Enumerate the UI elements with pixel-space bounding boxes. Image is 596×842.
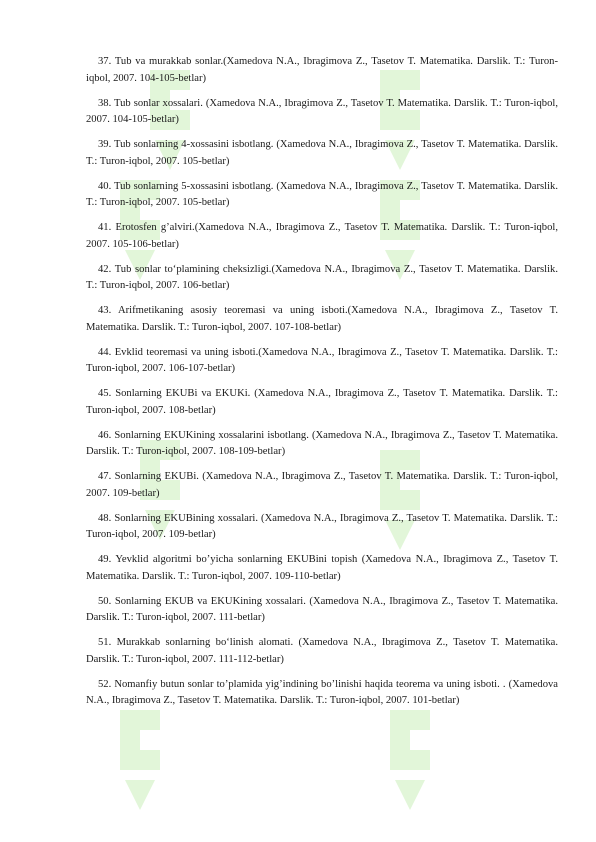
list-item — [86, 635, 558, 668]
item-number: 46. — [98, 429, 112, 441]
list-item — [86, 511, 558, 544]
list-item — [86, 54, 558, 87]
logo-watermark-icon — [100, 700, 180, 820]
item-text: Yevklid algoritmi bo’yicha sonlarning EKUBini topish (Xamedova N.A., Ibragimova Z., Tasetov T. Matematika. Darslik. T.: Turon-iqbol, 2007. 109-110-betlar) — [86, 554, 559, 582]
item-text: Sonlarning EKUBining xossalari. (Xamedova N.A., Ibragimova Z., Tasetov T. Matematika. Darslik. T.: Turon-iqbol, 2007. 109-betlar) — [86, 512, 558, 540]
list-item — [86, 677, 558, 710]
item-number: 44. — [98, 346, 112, 358]
list-item — [86, 137, 558, 170]
item-number: 52. — [98, 678, 112, 690]
item-number: 49. — [98, 554, 112, 565]
item-number: 47. — [98, 471, 112, 482]
item-number: 42. — [98, 263, 112, 275]
list-item — [86, 262, 558, 295]
question-list — [86, 54, 558, 718]
list-item — [86, 179, 558, 212]
list-item — [86, 552, 558, 585]
item-number: 39. — [98, 139, 112, 150]
item-number: 50. — [98, 595, 112, 607]
list-item — [86, 220, 558, 253]
list-item — [86, 428, 558, 461]
item-text: Tub sonlarning 5-xossasini isbotlang. (Xamedova N.A., Ibragimova Z., Tasetov T. Matematika. Darslik. T.: Turon-iqbol, 2007. 105-betlar) — [86, 180, 558, 208]
item-text: Tub va murakkab sonlar.(Xamedova N.A., Ibragimova Z., Tasetov T. Matematika. Darslik. T.: Turon-iqbol, 2007. 104-105-betlar) — [86, 56, 558, 84]
item-text: Erotosfen g’alviri.(Xamedova N.A., Ibragimova Z., Tasetov T. Matematika. Darslik. T.: Turon-iqbol, 2007. 105-106-betlar) — [86, 222, 558, 250]
item-number: 48. — [98, 512, 112, 524]
item-number: 51. — [98, 637, 112, 648]
item-text: Nomanfiy butun sonlar to’plamida yig’indining bo’linishi haqida teorema va uning isboti. . (Xamedova N.A., Ibragimova Z., Tasetov T. Matematika. Darslik. T.: Turon-iqbol, 2007. 101-betlar) — [86, 678, 558, 706]
item-number: 43. — [98, 305, 112, 316]
list-item — [86, 594, 558, 627]
item-text: Tub sonlar xossalari. (Xamedova N.A., Ibragimova Z., Tasetov T. Matematika. Darslik. T.: Turon-iqbol, 2007. 104-105-betlar) — [86, 97, 558, 125]
list-item — [86, 469, 558, 502]
item-text: Arifmetikaning asosiy teoremasi va uning isboti.(Xamedova N.A., Ibragimova Z., Tasetov T. Matematika. Darslik. T.: Turon-iqbol, 2007. 107-108-betlar) — [86, 305, 558, 333]
item-number: 38. — [98, 97, 112, 109]
item-number: 45. — [98, 388, 112, 399]
item-number: 40. — [98, 180, 112, 192]
item-text: Sonlarning EKUB va EKUKining xossalari. (Xamedova N.A., Ibragimova Z., Tasetov T. Matematika. Darslik. T.: Turon-iqbol, 2007. 111-betlar) — [86, 595, 558, 623]
item-text: Sonlarning EKUBi. (Xamedova N.A., Ibragimova Z., Tasetov T. Matematika. Darslik. T.: Turon-iqbol, 2007. 109-betlar) — [86, 471, 558, 499]
list-item — [86, 386, 558, 419]
list-item — [86, 345, 558, 378]
item-text: Evklid teoremasi va uning isboti.(Xamedova N.A., Ibragimova Z., Tasetov T. Matematika. Darslik. T.: Turon-iqbol, 2007. 106-107-betlar) — [86, 346, 558, 374]
logo-watermark-icon — [370, 700, 450, 820]
item-text: Sonlarning EKUKining xossalarini isbotlang. (Xamedova N.A., Ibragimova Z., Tasetov T. Matematika. Darslik. T.: Turon-iqbol, 2007. 108-109-betlar) — [86, 429, 559, 457]
item-text: Murakkab sonlarning bo‘linish alomati. (Xamedova N.A., Ibragimova Z., Tasetov T. Matematika. Darslik. T.: Turon-iqbol, 2007. 111-112-betlar) — [86, 637, 558, 665]
item-text: Tub sonlarning 4-xossasini isbotlang. (Xamedova N.A., Ibragimova Z., Tasetov T. Matematika. Darslik. T.: Turon-iqbol, 2007. 105-betlar) — [86, 139, 558, 167]
item-number: 37. — [98, 56, 112, 67]
list-item — [86, 303, 558, 336]
item-text: Tub sonlar to‘plamining cheksizligi.(Xamedova N.A., Ibragimova Z., Tasetov T. Matematika. Darslik. T.: Turon-iqbol, 2007. 106-betlar) — [86, 263, 558, 291]
item-number: 41. — [98, 222, 112, 233]
list-item — [86, 96, 558, 129]
item-text: Sonlarning EKUBi va EKUKi. (Xamedova N.A., Ibragimova Z., Tasetov T. Matematika. Darslik. T.: Turon-iqbol, 2007. 108-betlar) — [86, 388, 558, 416]
